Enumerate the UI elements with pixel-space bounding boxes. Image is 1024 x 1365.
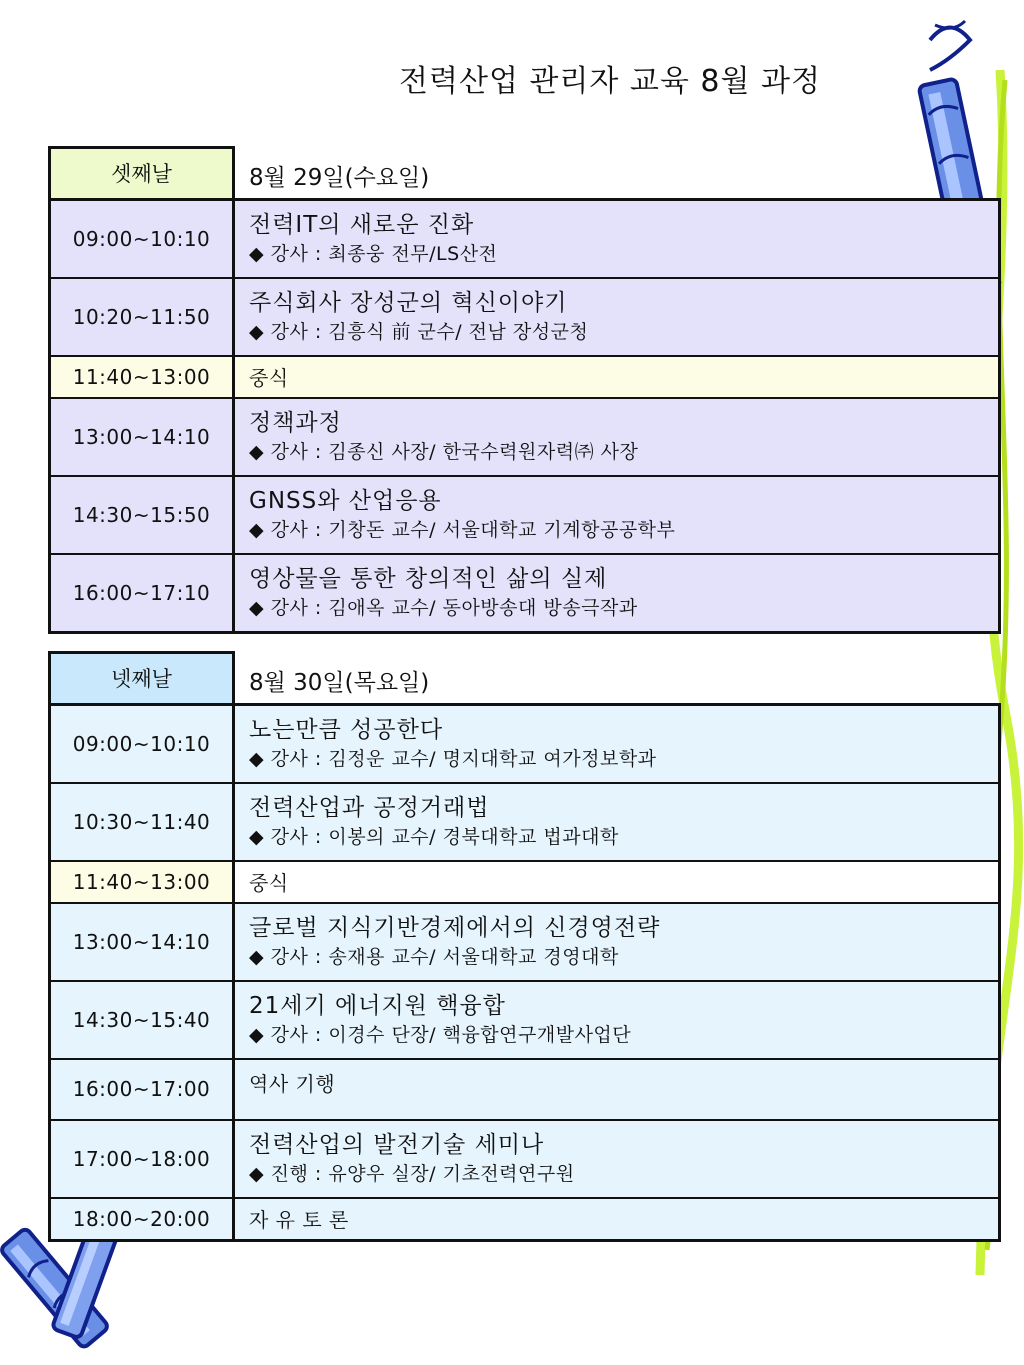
time-cell: 14:30~15:40 [50, 981, 234, 1059]
session-lecturer: ◆ 강사 : 김종신 사장/ 한국수력원자력㈜ 사장 [249, 440, 639, 463]
time-cell: 10:20~11:50 [50, 278, 234, 356]
session-topic: 전력산업의 발전기술 세미나 [249, 1131, 545, 1158]
session-topic: 역사 기행 [234, 1059, 1000, 1120]
day4-date: 8월 30일(목요일) [234, 653, 1000, 705]
session-topic: 주식회사 장성군의 혁신이야기 [249, 289, 568, 316]
table-row [50, 783, 1000, 861]
time-cell: 11:40~13:00 [50, 356, 234, 398]
time-cell: 18:00~20:00 [50, 1198, 234, 1241]
session-lecturer: ◆ 강사 : 이봉의 교수/ 경북대학교 법과대학 [249, 825, 619, 848]
session-lecturer: ◆ 강사 : 기창돈 교수/ 서울대학교 기계항공공학부 [249, 518, 676, 541]
session-topic: 21세기 에너지원 핵융합 [249, 992, 506, 1019]
session-cell [234, 278, 1000, 356]
session-cell [234, 398, 1000, 476]
time-cell: 10:30~11:40 [50, 783, 234, 861]
day3-header-row [50, 148, 1000, 200]
time-cell: 09:00~10:10 [50, 199, 234, 278]
session-topic: 전력IT의 새로운 진화 [249, 211, 475, 238]
session-lecturer: ◆ 강사 : 송재용 교수/ 서울대학교 경영대학 [249, 945, 619, 968]
session-topic: 자 유 토 론 [234, 1198, 1000, 1241]
session-topic: 중식 [234, 356, 1000, 398]
time-cell: 13:00~14:10 [50, 903, 234, 981]
table-row [50, 903, 1000, 981]
session-topic: 중식 [234, 861, 1000, 903]
table-row [50, 398, 1000, 476]
session-lecturer: ◆ 진행 : 유양우 실장/ 기초전력연구원 [249, 1162, 575, 1185]
table-row [50, 1120, 1000, 1198]
table-row [50, 356, 1000, 398]
time-cell: 09:00~10:10 [50, 704, 234, 783]
day3-schedule-table [48, 146, 1001, 634]
table-row [50, 1198, 1000, 1241]
session-cell [234, 554, 1000, 633]
session-topic: 정책과정 [249, 409, 342, 436]
table-row [50, 704, 1000, 783]
session-cell [234, 199, 1000, 278]
day3-label: 셋째날 [50, 148, 234, 200]
session-cell [234, 704, 1000, 783]
day4-header-row [50, 653, 1000, 705]
table-row [50, 1059, 1000, 1120]
time-cell: 14:30~15:50 [50, 476, 234, 554]
table-row [50, 278, 1000, 356]
table-row [50, 476, 1000, 554]
session-topic: 글로벌 지식기반경제에서의 신경영전략 [249, 914, 661, 941]
time-cell: 16:00~17:00 [50, 1059, 234, 1120]
session-topic: 전력산업과 공정거래법 [249, 794, 490, 821]
session-cell [234, 981, 1000, 1059]
page-title: 전력산업 관리자 교육 8월 과정 [399, 64, 821, 99]
table-row [50, 199, 1000, 278]
session-lecturer: ◆ 강사 : 김흥식 前 군수/ 전남 장성군청 [249, 320, 589, 343]
session-cell [234, 1120, 1000, 1198]
session-cell [234, 783, 1000, 861]
session-topic: 영상물을 통한 창의적인 삶의 실제 [249, 565, 608, 592]
day3-date: 8월 29일(수요일) [234, 148, 1000, 200]
time-cell: 17:00~18:00 [50, 1120, 234, 1198]
session-topic: GNSS와 산업응용 [249, 487, 442, 514]
session-lecturer: ◆ 강사 : 이경수 단장/ 핵융합연구개발사업단 [249, 1023, 632, 1046]
time-cell: 11:40~13:00 [50, 861, 234, 903]
time-cell: 13:00~14:10 [50, 398, 234, 476]
session-lecturer: ◆ 강사 : 김애옥 교수/ 동아방송대 방송극작과 [249, 596, 638, 619]
table-row [50, 554, 1000, 633]
session-lecturer: ◆ 강사 : 최종웅 전무/LS산전 [249, 242, 498, 265]
day4-schedule-table [48, 651, 1001, 1242]
session-cell [234, 476, 1000, 554]
table-row [50, 981, 1000, 1059]
session-topic: 노는만큼 성공한다 [249, 716, 444, 743]
day4-label: 넷째날 [50, 653, 234, 705]
time-cell: 16:00~17:10 [50, 554, 234, 633]
session-cell [234, 903, 1000, 981]
session-lecturer: ◆ 강사 : 김정운 교수/ 명지대학교 여가정보학과 [249, 747, 657, 770]
table-row [50, 861, 1000, 903]
